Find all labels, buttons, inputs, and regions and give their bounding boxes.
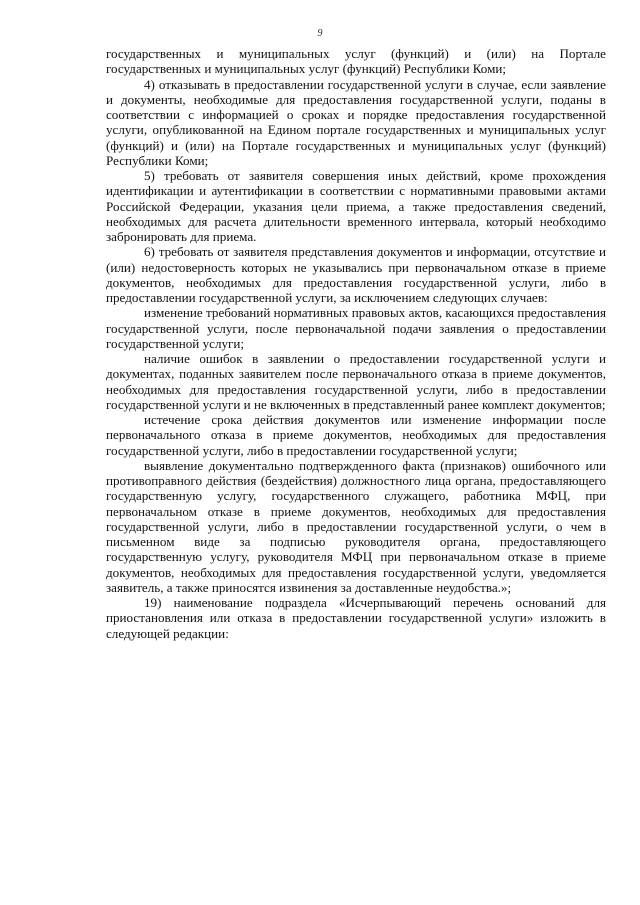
paragraph-case-regulation-change: изменение требований нормативных правовых актов, касающихся предоставления государственной услуги, после первоначальной подачи заявления о предоставлении государственной услуги; [106, 305, 606, 351]
page-number: 9 [317, 28, 323, 39]
paragraph-case-expiry: истечение срока действия документов или изменение информации после первоначального отказа в приеме документов, необходимых для предоставления государственной услуги, либо в предоставлении государственной услуги; [106, 412, 606, 458]
paragraph-case-errors: наличие ошибок в заявлении о предоставлении государственной услуги и документах, поданных заявителем после первоначального отказа в приеме документов, необходимых для предоставления государственной услуги, либо в предоставлении государственной услуги и не включенных в представленный ранее комплект документов; [106, 351, 606, 412]
paragraph-item-5: 5) требовать от заявителя совершения иных действий, кроме прохождения идентификации и аутентификации в соответствии с нормативными правовыми актами Российской Федерации, указания цели приема, а также предоставления сведений, необходимых для расчета длительности временного интервала, который необходимо забронировать для приема. [106, 168, 606, 244]
paragraph-item-4: 4) отказывать в предоставлении государственной услуги в случае, если заявление и документы, необходимые для предоставления государственной услуги, поданы в соответствии с информацией о сроках и порядке предоставления государственной услуги, опубликованной на Едином портале государственных и муниципальных услуг (функций) и (или) на Портале государственных и муниципальных услуг (функций) Республики Коми; [106, 76, 606, 168]
paragraph-item-6: 6) требовать от заявителя представления документов и информации, отсутствие и (или) недостоверность которых не указывались при первоначальном отказе в приеме документов, необходимых для предоставления государственной услуги, либо в предоставлении государственной услуги, за исключением следующих случаев: [106, 244, 606, 305]
document-body [106, 46, 606, 641]
paragraph-case-misconduct: выявление документально подтвержденного факта (признаков) ошибочного или противоправного действия (бездействия) должностного лица органа, предоставляющего государственную услугу, государственного служащего, работника МФЦ, при первоначальном отказе в приеме документов, необходимых для предоставления государственной услуги, либо в предоставлении государственной услуги, о чем в письменном виде за подписью руководителя органа, предоставляющего государственную услугу, руководителя МФЦ при первоначальном отказе в приеме документов, необходимых для предоставления государственной услуги, уведомляется заявитель, а также приносятся извинения за доставленные неудобства.»; [106, 457, 606, 595]
paragraph-continuation: государственных и муниципальных услуг (функций) и (или) на Портале государственных и муниципальных услуг (функций) Республики Коми; [106, 46, 606, 77]
paragraph-item-19: 19) наименование подраздела «Исчерпывающий перечень оснований для приостановления или отказа в предоставлении государственной услуги» изложить в следующей редакции: [106, 595, 606, 641]
